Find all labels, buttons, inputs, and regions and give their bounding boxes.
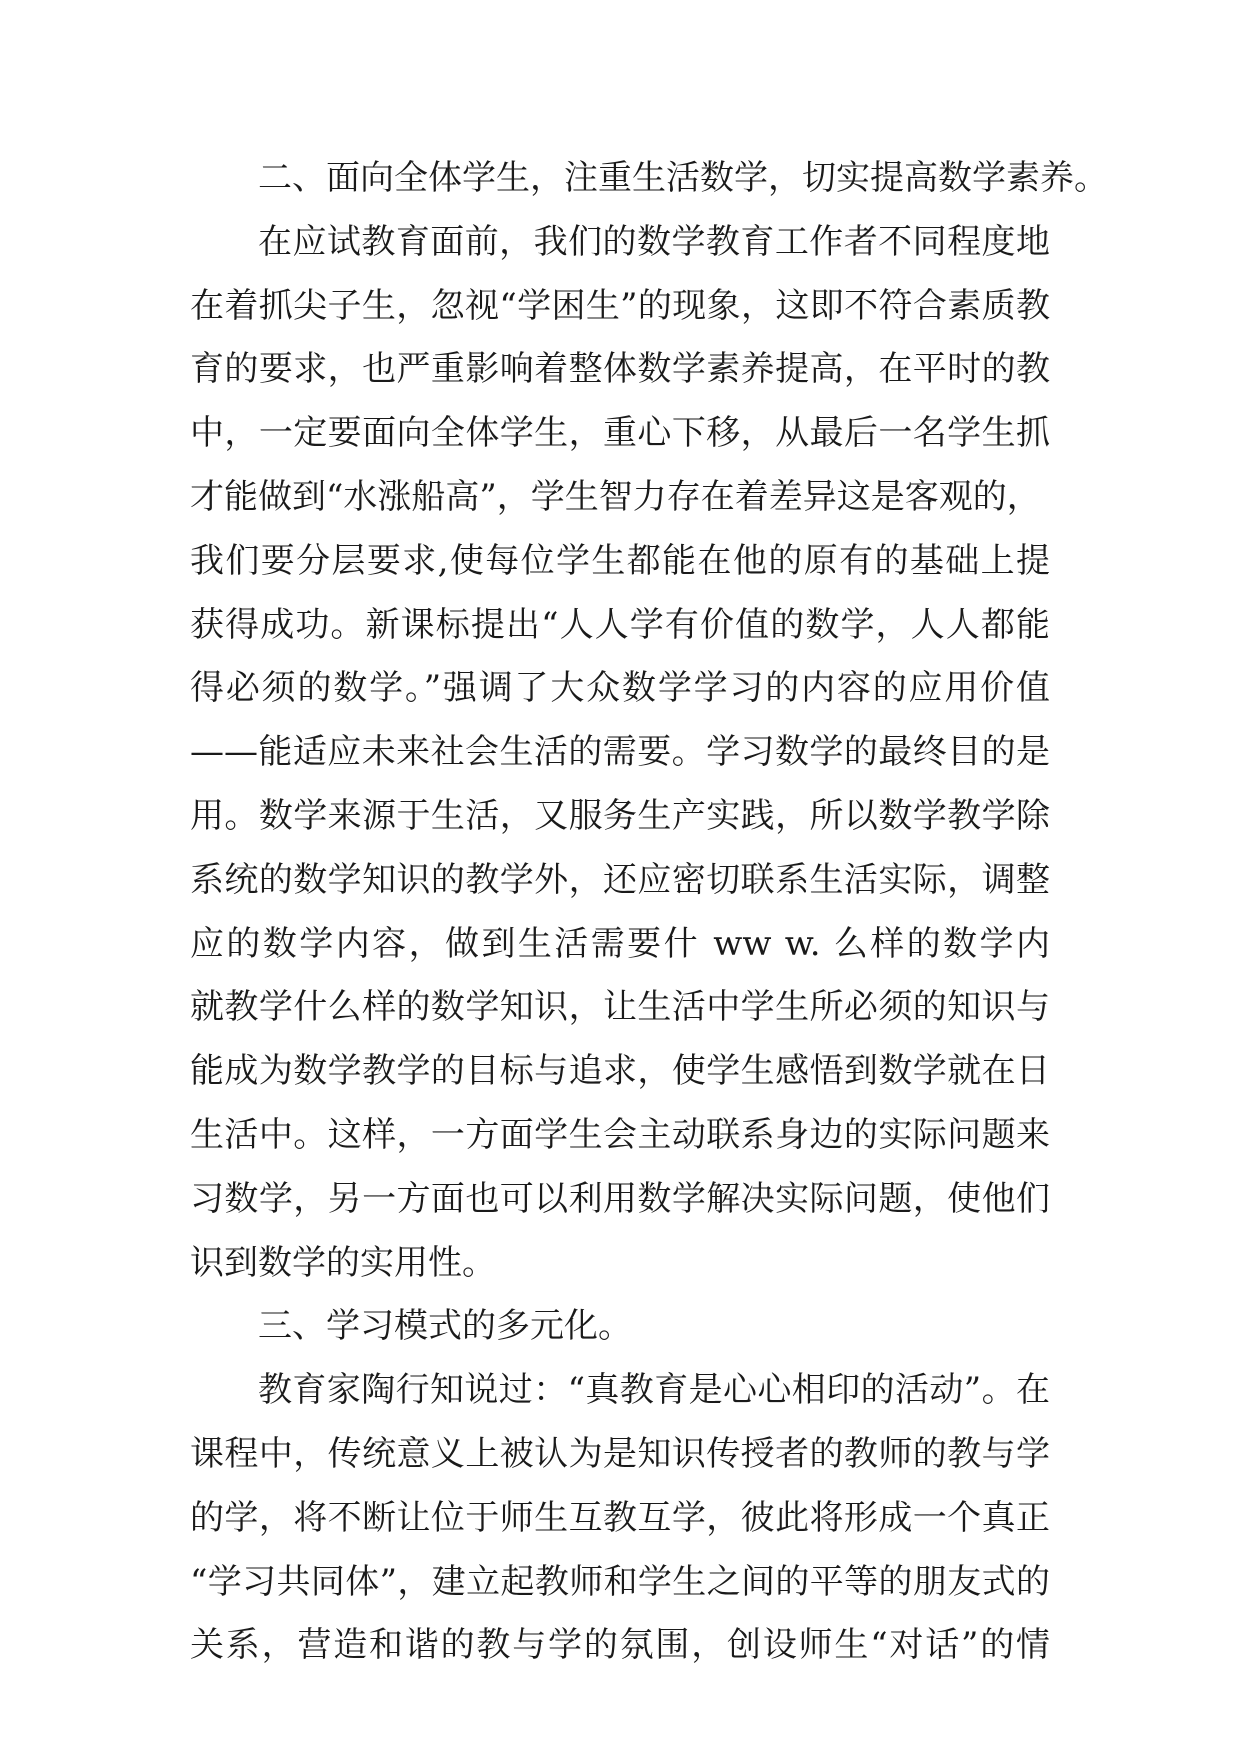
text-line: 在着抓尖子生，忽视“学困生”的现象，这即不符合素质教 xyxy=(190,285,1050,326)
text-line: 的学，将不断让位于师生互教互学，彼此将形成一个真正 xyxy=(190,1497,1050,1538)
text-line: 应的数学内容，做到生活需要什 ww w. 么样的数学内 xyxy=(190,923,1050,964)
text-line: “学习共同体”，建立起教师和学生之间的平等的朋友式的 xyxy=(190,1561,1050,1602)
text-line: 中，一定要面向全体学生，重心下移，从最后一名学生抓 xyxy=(190,413,1050,454)
text-line: 能成为数学教学的目标与追求，使学生感悟到数学就在日 xyxy=(190,1051,1050,1092)
text-line: 我们要分层要求,使每位学生都能在他的原有的基础上提 xyxy=(190,540,1050,581)
text-line: 识到数学的实用性。 xyxy=(190,1242,496,1283)
text-line: 用。数学来源于生活，又服务生产实践，所以数学教学除 xyxy=(190,795,1050,836)
text-line: 二、面向全体学生，注重生活数学，切实提高数学素养。 xyxy=(258,158,1108,198)
text-line: 三、学习模式的多元化。 xyxy=(258,1306,632,1347)
text-line: 获得成功。新课标提出“人人学有价值的数学，人人都能 xyxy=(190,604,1050,645)
text-line: 得必须的数学。”强调了大众数学学习的内容的应用价值 xyxy=(190,668,1050,709)
text-line: 生活中。这样，一方面学生会主动联系身边的实际问题来 xyxy=(190,1114,1050,1155)
text-line: ——能适应未来社会生活的需要。学习数学的最终目的是 xyxy=(190,732,1050,773)
text-line: 课程中，传统意义上被认为是知识传授者的教师的教与学 xyxy=(190,1433,1050,1474)
text-line: 在应试教育面前，我们的数学教育工作者不同程度地 xyxy=(258,221,1050,262)
text-line: 系统的数学知识的教学外，还应密切联系生活实际，调整 xyxy=(190,859,1050,900)
text-line: 教育家陶行知说过：“真教育是心心相印的活动”。在 xyxy=(258,1370,1050,1411)
text-line: 就教学什么样的数学知识，让生活中学生所必须的知识与 xyxy=(190,987,1050,1028)
text-line: 习数学，另一方面也可以利用数学解决实际问题，使他们 xyxy=(190,1178,1050,1219)
text-line: 育的要求，也严重影响着整体数学素养提高，在平时的教 xyxy=(190,349,1050,390)
text-line: 才能做到“水涨船高”，学生智力存在着差异这是客观的， xyxy=(190,476,1041,517)
text-line: 关系，营造和谐的教与学的氛围，创设师生“对话”的情 xyxy=(190,1625,1050,1666)
document-body xyxy=(190,147,1108,1678)
